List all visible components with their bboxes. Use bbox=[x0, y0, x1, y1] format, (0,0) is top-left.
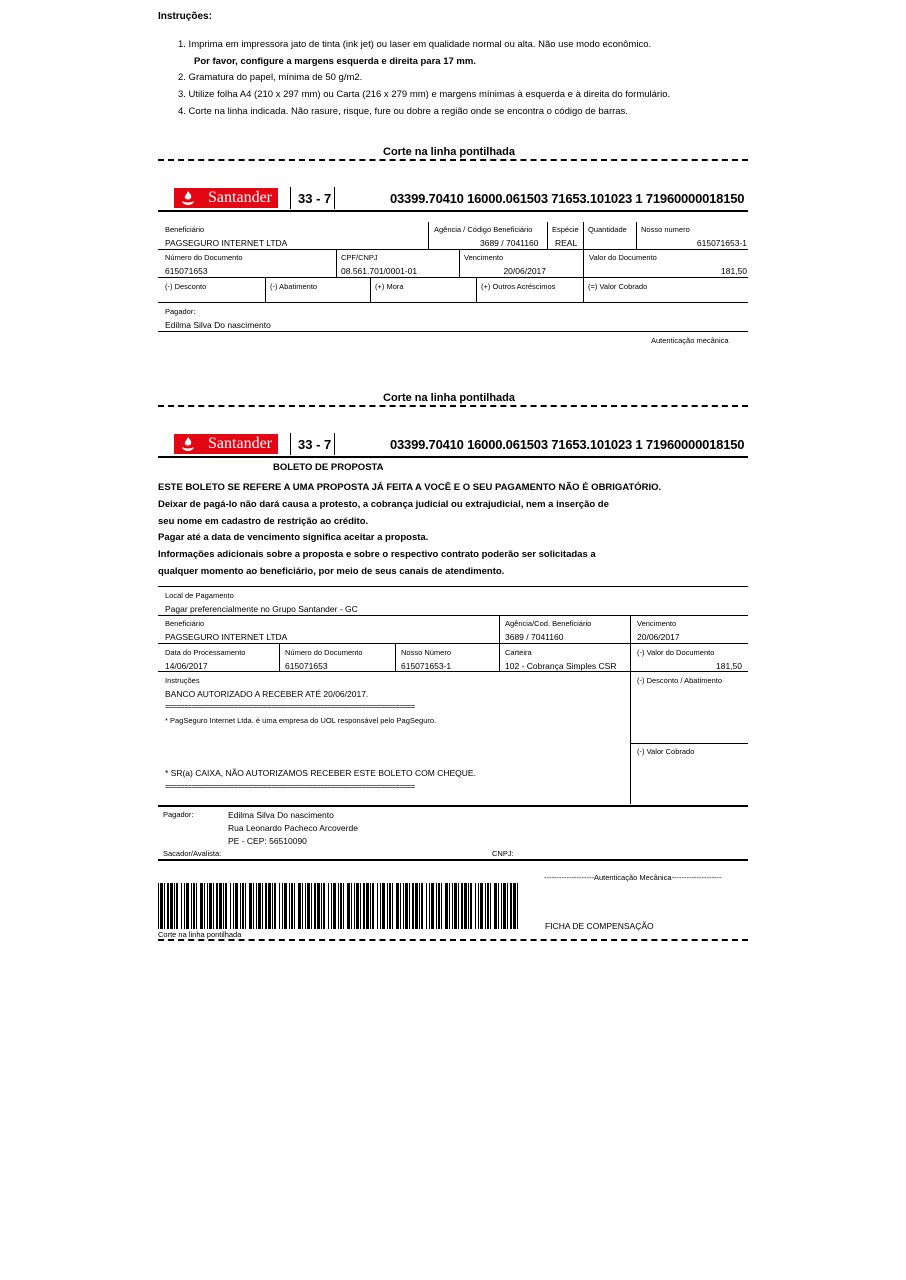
slip-num-doc-value: 615071653 bbox=[285, 661, 328, 671]
digitable-line: 03399.70410 16000.061503 71653.101023 1 71960000018150 bbox=[390, 191, 745, 206]
instruction-item-3: 3. Utilize folha A4 (210 x 297 mm) ou Carta (216 x 279 mm) e margens mínimas à esquerda e à direita do formulário. bbox=[178, 89, 671, 100]
slip-vencimento-value: 20/06/2017 bbox=[637, 632, 680, 642]
receipt-beneficiario-value: PAGSEGURO INTERNET LTDA bbox=[165, 238, 288, 248]
cut-line bbox=[158, 159, 748, 161]
slip-local-value: Pagar preferencialmente no Grupo Santander - GC bbox=[165, 604, 358, 614]
slip-agencia-value: 3689 / 7041160 bbox=[505, 632, 564, 642]
receipt-vencimento-value: 20/06/2017 bbox=[503, 266, 546, 276]
receipt-pagador-label: Pagador: bbox=[165, 307, 196, 316]
instructions-title: Instruções: bbox=[158, 11, 212, 22]
slip-notice-6: qualquer momento ao beneficiário, por meio de seus canais de atendimento. bbox=[158, 566, 505, 577]
slip-valor-cobrado-label: (-) Valor Cobrado bbox=[637, 747, 695, 756]
receipt-especie-label: Espécie bbox=[552, 225, 579, 234]
receipt-mora-label: (+) Mora bbox=[375, 282, 404, 291]
instruction-item-1: 1. Imprima em impressora jato de tinta (ink jet) ou laser em qualidade normal ou alta. Não use modo econômico. bbox=[178, 39, 652, 50]
slip-pagador-line-1: Edilma Silva Do nascimento bbox=[228, 810, 334, 820]
slip-corte-small: Corte na linha pontilhada bbox=[158, 930, 242, 939]
slip-autenticacao: --------------------Autenticação Mecânica-------------------- bbox=[544, 873, 722, 882]
receipt-especie-value: REAL bbox=[555, 238, 578, 248]
receipt-agencia-value: 3689 / 7041160 bbox=[480, 238, 539, 248]
slip-sacador-label: Sacador/Avalista: bbox=[163, 849, 222, 858]
slip-data-proc-label: Data do Processamento bbox=[165, 648, 246, 657]
flame-icon bbox=[180, 190, 196, 206]
receipt-outros-label: (+) Outros Acréscimos bbox=[481, 282, 556, 291]
slip-instrucoes-line-2: * PagSeguro Internet Ltda. é uma empresa do UOL responsável pelo PagSeguro. bbox=[165, 716, 437, 725]
slip-notice-3: seu nome em cadastro de restrição ao crédito. bbox=[158, 516, 369, 527]
slip-pagador-label: Pagador: bbox=[163, 810, 194, 819]
slip-instrucoes-line-1: BANCO AUTORIZADO A RECEBER ATÉ 20/06/2017. bbox=[165, 689, 369, 699]
slip-beneficiario-value: PAGSEGURO INTERNET LTDA bbox=[165, 632, 288, 642]
slip-beneficiario-label: Beneficiário bbox=[165, 619, 205, 628]
instruction-item-4: 4. Corte na linha indicada. Não rasure, risque, fure ou dobre a região onde se encontra o código de barras. bbox=[178, 106, 628, 117]
slip-vencimento-label: Vencimento bbox=[637, 619, 677, 628]
receipt-cpf-value: 08.561.701/0001-01 bbox=[341, 266, 418, 276]
slip-valor-doc-value: 181,50 bbox=[716, 661, 742, 671]
slip-data-proc-value: 14/06/2017 bbox=[165, 661, 208, 671]
slip-carteira-label: Carteira bbox=[505, 648, 532, 657]
receipt-agencia-label: Agência / Código Beneficiário bbox=[434, 225, 533, 234]
flame-icon bbox=[180, 436, 196, 452]
slip-instrucoes-separator-2: ================================================================== bbox=[165, 782, 415, 791]
digitable-line-2: 03399.70410 16000.061503 71653.101023 1 71960000018150 bbox=[390, 437, 745, 452]
receipt-autenticacao: Autenticação mecânica bbox=[651, 336, 729, 345]
slip-instrucoes-label: Instruções bbox=[165, 676, 200, 685]
instruction-item-1-note: Por favor, configure a margens esquerda e direita para 17 mm. bbox=[194, 56, 476, 67]
receipt-valor-cobrado-label: (=) Valor Cobrado bbox=[588, 282, 648, 291]
slip-nosso-num-value: 615071653-1 bbox=[401, 661, 452, 671]
receipt-cpf-label: CPF/CNPJ bbox=[341, 253, 378, 262]
barcode bbox=[158, 883, 518, 929]
cut-line-label-2: Corte na linha pontilhada bbox=[383, 392, 516, 404]
receipt-num-doc-label: Número do Documento bbox=[165, 253, 243, 262]
receipt-nosso-numero-value: 615071653-1 bbox=[696, 238, 747, 248]
receipt-quantidade-label: Quantidade bbox=[588, 225, 627, 234]
slip-pagador-line-3: PE - CEP: 56510090 bbox=[228, 836, 307, 846]
receipt-nosso-numero-label: Nosso numero bbox=[641, 225, 690, 234]
receipt-valor-doc-value: 181,50 bbox=[721, 266, 747, 276]
slip-num-doc-label: Número do Documento bbox=[285, 648, 363, 657]
slip-ficha: FICHA DE COMPENSAÇÃO bbox=[545, 921, 654, 931]
receipt-num-doc-value: 615071653 bbox=[165, 266, 208, 276]
slip-nosso-num-label: Nosso Número bbox=[401, 648, 452, 657]
receipt-desconto-label: (-) Desconto bbox=[165, 282, 207, 291]
receipt-pagador-value: Edilma Silva Do nascimento bbox=[165, 320, 271, 330]
slip-notice-4: Pagar até a data de vencimento significa aceitar a proposta. bbox=[158, 532, 429, 543]
slip-notice-5: Informações adicionais sobre a proposta e sobre o respectivo contrato poderão ser solicitadas a bbox=[158, 549, 596, 560]
instruction-item-2: 2. Gramatura do papel, mínima de 50 g/m2. bbox=[178, 72, 363, 83]
slip-agencia-label: Agência/Cod. Beneficiário bbox=[505, 619, 592, 628]
bank-name-2: Santander bbox=[208, 435, 272, 452]
slip-notice-2: Deixar de pagá-lo não dará causa a protesto, a cobrança judicial ou extrajudicial, nem a inserção de bbox=[158, 499, 609, 510]
bank-code: 33 - 7 bbox=[298, 191, 332, 206]
slip-heading: BOLETO DE PROPOSTA bbox=[273, 462, 384, 473]
santander-logo bbox=[174, 188, 278, 208]
bank-code-2: 33 - 7 bbox=[298, 437, 332, 452]
receipt-vencimento-label: Vencimento bbox=[464, 253, 504, 262]
santander-logo-2 bbox=[174, 434, 278, 454]
bank-name: Santander bbox=[208, 189, 272, 206]
slip-local-label: Local de Pagamento bbox=[165, 591, 234, 600]
receipt-abatimento-label: (-) Abatimento bbox=[270, 282, 318, 291]
slip-pagador-line-2: Rua Leonardo Pacheco Arcoverde bbox=[228, 823, 358, 833]
slip-notice-1: ESTE BOLETO SE REFERE A UMA PROPOSTA JÁ FEITA A VOCÊ E O SEU PAGAMENTO NÃO É OBRIGATÓRIO. bbox=[158, 482, 662, 493]
receipt-valor-doc-label: Valor do Documento bbox=[589, 253, 657, 262]
slip-cnpj-label: CNPJ: bbox=[492, 849, 514, 858]
slip-instrucoes-line-3: * SR(a) CAIXA, NÃO AUTORIZAMOS RECEBER ESTE BOLETO COM CHEQUE. bbox=[165, 768, 476, 778]
slip-carteira-value: 102 - Cobrança Simples CSR bbox=[505, 661, 617, 671]
cut-line-label: Corte na linha pontilhada bbox=[383, 146, 516, 158]
slip-valor-doc-label: (-) Valor do Documento bbox=[637, 648, 715, 657]
slip-desconto-label: (-) Desconto / Abatimento bbox=[637, 676, 723, 685]
cut-line-3 bbox=[158, 939, 748, 941]
slip-instrucoes-separator-1: ================================================================== bbox=[165, 702, 415, 711]
receipt-beneficiario-label: Beneficiário bbox=[165, 225, 205, 234]
cut-line-2 bbox=[158, 405, 748, 407]
